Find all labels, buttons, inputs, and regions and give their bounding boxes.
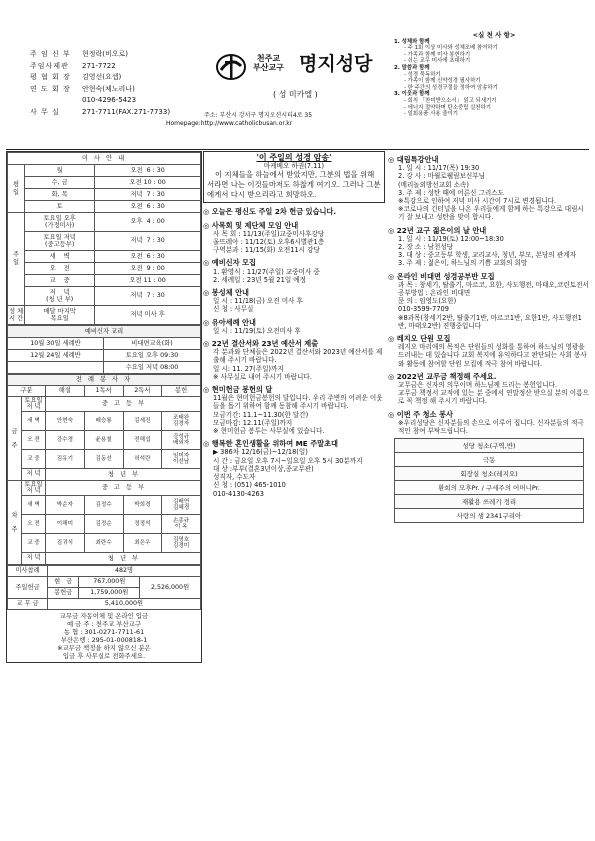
table-row [395,481,584,495]
mass-day: 토 [25,201,95,213]
bank-line: 부산은행 : 295-01-000818-1 [60,636,148,644]
notice-line: 신 청 : 사무실 [213,305,254,314]
homepage: Homepage:http://www.catholicbusan.or.kr [166,120,293,127]
sunday-label: 주 일 [8,213,25,306]
mass-title: 미 사 안 내 [8,153,201,165]
notice-line: 3. 대 상 : 중고등부 학생, 교리교사, 청년, 부모, 본당의 관계자 [398,251,576,260]
offering-label: 주일헌금 [8,577,48,599]
altar-server: 허석란 [123,450,162,469]
catechism-class [8,362,104,374]
notice-heading: ◎ 22년 교구 젊은이의 날 안내 [388,225,487,235]
table-row [8,232,201,251]
table-row [8,496,201,515]
notice-line: 대 상 :부부(결혼3년이상,종교무관) [213,464,314,473]
notice-line: ※특강으로 인하여 저녁 미사 시간이 7시로 변경됩니다. [398,197,557,206]
staff-role [30,96,82,108]
staff-role: 사 무 실 [30,107,60,116]
altar-server: 김동선 [84,450,123,469]
altar-server: 강성규 배외자 [162,431,201,450]
diocese-name: 천주교 부산교구 [253,54,284,72]
church-name: 명지성당 [299,53,373,75]
altar-server: 배승룡 [84,412,123,431]
altar-server: 강수경 [46,431,85,450]
staff-row [30,62,230,74]
scripture-text: 이 지체들을 하늘에서 받았지만, 그분의 법을 위해서라면 나는 이것들마저도 하찮게 여기오. 그러나 그분에게서 다시 받으리라고 희망하오. [207,170,381,200]
altar-mass: 오 전 [22,515,46,534]
notice-line: 과 목 : 창세기, 탈출기, 마르코, 요한, 사도행전, 마태오,코린토전서 [398,280,589,289]
table-row [8,213,201,232]
table-row [8,450,201,469]
altar-server: 안현숙 [46,412,85,431]
staff-value: 현정락(비오로) [82,50,129,58]
envelope-label: 봉헌금 [48,588,79,599]
altar-server: 최은우 [123,534,162,553]
practice-item: - 일회용품 사용 줄이기 [404,111,458,118]
bank-line: 예 금 주 : 천주교 부산교구 [66,620,142,628]
mass-day: 화, 목 [25,189,95,201]
altar-server: 김세진 [123,412,162,431]
cash-value: 767,000원 [79,577,140,588]
address-block [166,112,396,128]
header-divider [6,149,589,150]
catechism-class: 12월 24일 세례반 [8,350,104,362]
mass-time: 저녁 7 : 30 [95,232,201,251]
cleaning-cell: 재활용 쓰레기 정리 [395,495,584,509]
notice-line: 일 시: 11. 27(주일)까지 [213,364,284,373]
offering-total: 2,526,000원 [140,577,201,599]
mass-day: 새 벽 [25,251,95,263]
cleaning-cell: 성당 청소(구역,반) [395,439,584,453]
notice-heading: ◎ 봉성체 안내 [203,288,249,298]
tithe-label: 교 무 금 [8,599,48,610]
notice-line: 2. 장 소 : 남천성당 [398,243,454,252]
table-row [8,338,201,350]
table-row [8,165,201,177]
table-row [8,566,201,577]
mass-time: 오전 6 : 30 [95,251,201,263]
altar-mass: 교 중 [22,450,46,469]
table-row [8,275,201,287]
catechism-time: 수요일 저녁 08:00 [104,362,201,374]
table-row [8,515,201,534]
notice-heading: ◎ 행복한 혼인생활을 위하여 ME 주말초대 [203,439,338,449]
table-row [8,431,201,450]
notice-line: 모금마감: 12.11(주일)까지 [213,418,293,427]
left-column [6,151,202,663]
header [6,30,589,148]
table-row [8,577,201,588]
altar-server: 김영호 김경미 [162,534,201,553]
notice-heading: ◎ 온라인 비대면 성경공부반 모집 [388,271,495,281]
altar-header: 해설 [46,386,85,397]
altar-header: 1독서 [84,386,123,397]
adoration-time: 저녁 미사 후 [95,306,201,325]
mass-day: 수, 금 [25,177,95,189]
altar-mass: 토요일 저 녁 [22,481,46,496]
notice-heading: ◎ 22년 결산서와 23년 예산서 제출 [203,339,319,349]
altar-server: 이해미 [46,515,85,534]
staff-role: 평 협 회 장 [30,73,71,81]
altar-server: 손종규 이 옥 [162,515,201,534]
tithe-value: 5,410,000원 [48,599,201,610]
table-row [395,467,584,481]
altar-server: 박순자 [46,496,85,515]
notice-line: 3. 주 제 : 젊은이, 하느님의 기쁨 교회의 희망 [398,259,528,268]
altar-group: 중 고 등 부 [46,397,201,412]
notice-line: 010-3599-7709 [398,305,449,314]
staff-value: 안현숙(체노리나) [82,84,135,93]
altar-group: 청 년 부 [46,469,201,481]
mass-day: 교 중 [25,275,95,287]
mass-table [7,152,201,325]
practice-heading: 1. 성체와 함께 [394,38,430,45]
notice-line: 레지오 마리애의 목적은 단원들의 성화를 통하여 하느님의 영광을 드러내는 데 있습니다 교회 복지에 유익하다고 판단되는 사회 봉사와 활동에 참여할 단원 모집에 적극 참여 바랍니다. [398,343,587,368]
altar-server-table [7,374,201,565]
catechism-class: 10월 30일 세례반 [8,338,104,350]
mass-day: 토요일 오후 (가정미사) [25,213,95,232]
table-row [8,599,201,610]
bank-info [7,610,201,662]
notice-line: 2. 강 사 : 마윌로웰림보신부님 [398,172,485,181]
practice-item: - 에너지 절약하며 탄소중립 실천하기 [404,104,491,111]
cleaning-cell: 극동 [395,453,584,467]
table-row [8,469,201,481]
altar-mass: 저 녁 [22,469,46,481]
table-row [8,481,201,496]
notice-line: 010-4130-4263 [213,489,264,498]
altar-server: 윤용철 [84,431,123,450]
cleaning-cell: 사랑의 샘 2341구리아 [395,509,584,523]
notice-line: 1. 일 시 : 11/17(목) 19:30 [398,164,480,173]
table-row [8,263,201,275]
notice-line: 모금기간: 11.1~11.30(한 달간) [213,410,309,419]
practice-item: - 가족이 함께 신약성경 필사하기 [404,78,481,85]
notice-heading: ◎ 대림특강안내 [388,155,439,164]
practice-heading: 2. 말씀과 함께 [394,64,430,71]
practice-item: - 가족과 함께 미사 봉헌하기 [404,51,471,58]
altar-server: 정정석 [123,515,162,534]
bank-line: ※교무금 책정을 하지 않으신 분은 [57,644,151,652]
middle-column [203,151,385,498]
practice-heading: 3. 이웃과 함께 [394,91,430,98]
notice-heading: ◎ 예비신자 모집 [203,258,256,268]
altar-mass: 교 중 [22,534,46,553]
staff-role: 연 도 회 장 [30,84,71,93]
cleaning-table [394,438,584,523]
mass-time: 저녁 7 : 30 [95,189,201,201]
practice-item: - 쉬는 교우 미사에 초대하기 [404,58,471,65]
notice-line: 교무금은 신자의 의무이며 하느님께 드리는 봉헌입니다. [398,381,558,390]
notice-line: 일 시 : 11/19(토) 오전미사 후 [213,326,301,335]
table-row [8,326,201,338]
altar-title: 전 례 봉 사 자 [8,375,201,386]
table-row [8,553,201,565]
envelope-value: 1,759,000원 [79,588,140,599]
staff-list [30,50,230,119]
notice-line: ※우리성당은 신자분들의 손으로 이루어 집니다. 신자분들의 적극적인 참여 부탁드립니다. [398,418,584,436]
notice-line: 문 의 : 임영도(요한) [398,297,457,306]
table-row [8,350,201,362]
notice-line: ※ 현미헌금 봉투는 사무실에 있습니다. [213,427,325,436]
table-row [8,412,201,431]
notice-line: ※ 사무실로 내어 주시기 바랍니다. [213,372,312,381]
staff-row [30,73,230,85]
table-row [8,362,201,374]
altar-server: 김유기 [46,450,85,469]
notice-line: 각 분과와 단체들은 2022년 결산서와 2023년 예산서를 제출해 주시기 바랍니다. [213,348,383,365]
mass-time: 오후 4 : 00 [95,213,201,232]
altar-week-label: 차 주 [8,481,22,565]
altar-mass: 새 벽 [22,496,46,515]
altar-server: 김귀식 [46,534,85,553]
notice-heading: ◎ 레지오 단원 모집 [388,334,451,344]
patron-saint: ( 성 미카엘 ) [273,90,318,99]
notice-line: ▶ 386차 12/16(금)~12/18(일) [213,448,308,457]
table-row [395,495,584,509]
table-row [395,453,584,467]
notice-line: 성직자, 수도자 [213,473,256,482]
notice-heading: ◎ 이번 주 청소 봉사 [388,409,453,419]
notice-line: ※8과목(창세기2반, 탈출기1반, 마르코1반, 요한1반, 사도행전1반, 마태오2반) 진행중입니다 [398,313,582,330]
mass-time: 오전 6 : 30 [95,165,201,177]
altar-header: 구분 [8,386,46,397]
mass-time: 오전 10 : 00 [95,177,201,189]
scripture-ref: 마케베오 하권(7.11) [263,162,325,171]
notice-line: 11월은 현미헌금봉헌의 달입니다. 우리 주변의 어려운 이웃들을 돕기 위하여 함께 동참해 주시기 바랍니다. [213,394,383,411]
attendance-label: 미사참례 [8,566,48,577]
practice-item: - 회칙 「찬미받으소서」 읽고 되새기기 [404,97,497,104]
mass-day: 저 녁 (청 년 부) [25,287,95,306]
altar-server: 김배연 김혜경 [162,496,201,515]
church-emblem-icon [215,52,247,82]
attendance-value: 482명 [48,566,201,577]
bank-line: 교무금 자동이체 및 온라인 입금 [59,612,149,620]
practice-item: - 주 1회 이상 미사와 성체조배 참여하기 [404,45,498,52]
adoration-label: 성 체 시 간 [8,306,25,325]
staff-row [30,85,230,97]
practice-item: - 성경 묵독하기 [404,71,441,78]
table-row [8,397,201,412]
table-row [8,306,201,325]
staff-value: 김영선(요셉) [82,73,122,81]
notice-line: 울뜨레아 : 11/12(토) 오후6시별관1층 [213,238,325,247]
altar-mass: 토요일 저 녁 [22,397,46,412]
altar-server: 박희경 [123,496,162,515]
notice-line: 2. 세례일 : 23년 5월 21일 예정 [213,275,307,284]
table-row [8,375,201,386]
altar-header: 봉헌 [162,386,201,397]
table-row [8,251,201,263]
table-row [8,153,201,165]
catechism-time: 토요일 오후 09:30 [104,350,201,362]
practice-title: <실 천 사 항> [472,31,516,39]
notice-line: 일 시 : 11/18(금) 오전 미사 후 [213,297,303,306]
staff-role: 주 임 신 부 [30,50,71,58]
notice-line: 1. 일 시 : 11/19(토) 12:00~18:30 [398,234,504,243]
table-row [8,287,201,306]
altar-server: 김정수 [84,496,123,515]
table-row [395,439,584,453]
mass-time: 저녁 7 : 30 [95,287,201,306]
notice-line: 시 간 : 금요일 오후 7시~일요일 오후 5시 30분까지 [213,456,363,465]
notice-heading: ◎ 현미헌금 봉헌의 달 [203,385,273,395]
mass-time: 오전 11 : 00 [95,275,201,287]
mass-time: 오전 9 : 00 [95,263,201,275]
altar-server: 김정순 [84,515,123,534]
notice-line: 3. 주 제 : 성탄 때에 어른신 그리스도 [398,188,504,197]
notice-line: 신 청 : (051) 465-1010 [213,481,286,490]
notice-line: 사 목 회 : 11/13(주일)교중미사후강당 [213,229,325,238]
cleaning-cell: 회장실 청소(레지오) [395,467,584,481]
address: 주소: 부산시 강서구 명지오션시티4로 35 [204,112,313,119]
notice-line: 1. 환영식 : 11/27(주일) 교중미사 중 [213,267,320,276]
scripture-box [203,151,385,203]
scripture-title: '이 주일의 성경 암송' [256,153,332,162]
table-row [8,386,201,397]
notice-line: (메리놀외방선교회 소속) [398,180,469,189]
notice-line: 공부방법 : 온라인 비대면 [398,289,471,298]
bank-line: 농 협 : 301-0271-7711-61 [63,628,145,636]
catechism-table [7,325,201,374]
notice-line: 교무금 책정서 교적에 있는 분 중에서 연말정산 받으실 분의 이름으로 꼭 책정 해 주시기 바랍니다. [398,389,589,406]
staff-value: 271-7711(FAX.271-7733) [82,107,171,116]
table-row [8,189,201,201]
practice-list [394,32,594,118]
notice-heading: ◎ 유아세례 안내 [203,317,256,327]
altar-group: 청 년 부 [46,553,201,565]
altar-server: 조태완 김경자 [162,412,201,431]
staff-value: 010-4296-5423 [82,96,137,104]
table-row [8,534,201,553]
notice-heading: ◎ 오늘은 평신도 주일 2차 헌금 있습니다. [203,207,337,217]
cash-label: 현 금 [48,577,79,588]
altar-group: 중 고 등 부 [46,481,201,496]
altar-server: 전해섭 [123,431,162,450]
weekday-label: 평 일 [8,165,25,213]
finance-table [7,565,201,610]
mass-day: 토요일 저녁 (중고등부) [25,232,95,251]
altar-mass: 새 벽 [22,412,46,431]
staff-row [30,96,230,108]
staff-value: 271-7722 [82,61,116,70]
bank-line: 입금 후 사무실로 전화주세요. [62,652,146,660]
notice-line: ※코로나의 긴터널을 나온 우리들에게 함께 하는 특강으로 대림시기 잘 보내고 성탄을 맞이 합시다. [398,205,584,222]
table-row [8,177,201,189]
right-column [388,151,589,523]
mass-day: 오 전 [25,263,95,275]
altar-mass: 오 전 [22,431,46,450]
notice-heading: ◎ 사목회 및 제단체 모임 안내 [203,220,299,230]
altar-server: 최란수 [84,534,123,553]
cleaning-cell: 환희의 모후Pr. / 구세주의 어머니Pr. [395,481,584,495]
staff-row [30,50,230,62]
catechism-time: 비대면교육(화) [104,338,201,350]
notice-heading: ◎ 2022년 교무금 책정해 주세요. [388,371,497,381]
altar-week-label: 금 주 [8,397,22,481]
notice-line: 구역분과 : 11/15(화) 오전11시 강당 [213,246,320,255]
staff-role: 주임사제관 [30,61,69,70]
mass-time: 오전 6 : 30 [95,201,201,213]
altar-header: 2독서 [123,386,162,397]
adoration-day: 매달 마지막 목요일 [25,306,95,325]
altar-mass: 저 녁 [22,553,46,565]
mass-day: 월 [25,165,95,177]
table-row [395,509,584,523]
catechism-title: 예비신자 교리 [8,326,201,338]
altar-server: 임미자 이선남 [162,450,201,469]
practice-item: - 한 주간의 성경구절을 정하여 암송하기 [404,84,498,91]
table-row [8,201,201,213]
